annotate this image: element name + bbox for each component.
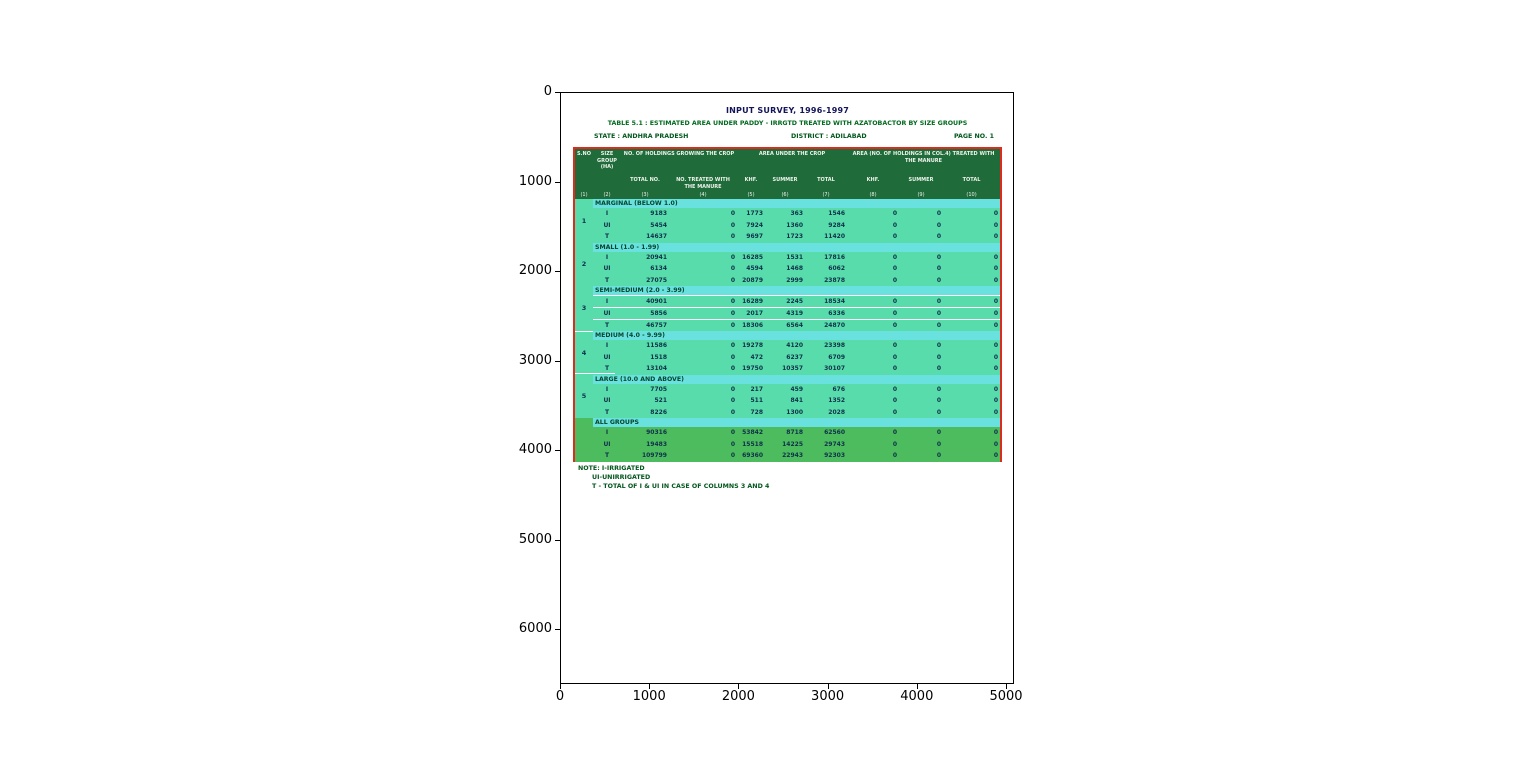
- data-row: [575, 352, 1000, 364]
- size-group-label: ALL GROUPS: [593, 418, 1000, 427]
- data-cell: 841: [765, 395, 805, 407]
- data-cell: 0: [669, 252, 737, 264]
- data-cell: 0: [899, 439, 943, 451]
- subheader-summer: SUMMER: [772, 177, 798, 183]
- row-type-label: T: [593, 363, 621, 375]
- size-group-number: 1: [575, 199, 593, 243]
- data-cell: 4319: [765, 308, 805, 320]
- data-cell: 0: [943, 220, 1000, 232]
- y-tick-mark: [555, 92, 560, 93]
- x-tick-label: 0: [555, 689, 565, 704]
- data-cell: 0: [943, 439, 1000, 451]
- data-cell: 5856: [621, 308, 669, 320]
- row-type-label: T: [593, 275, 621, 287]
- data-cell: 0: [669, 439, 737, 451]
- size-group-label-row: [575, 286, 1000, 296]
- scan-title: INPUT SURVEY, 1996-1997: [725, 106, 850, 115]
- data-cell: 23878: [805, 275, 847, 287]
- data-cell: 0: [943, 231, 1000, 243]
- data-cell: 0: [669, 263, 737, 275]
- size-group-number: [575, 418, 593, 462]
- data-cell: 0: [847, 450, 899, 462]
- survey-data-table: [573, 147, 1002, 462]
- scan-meta-line: [573, 133, 1002, 143]
- size-group-number: 4: [575, 331, 593, 375]
- x-tick-mark: [917, 684, 918, 689]
- data-cell: 0: [847, 407, 899, 419]
- data-cell: 0: [899, 208, 943, 220]
- x-tick-label: 5000: [989, 689, 1023, 704]
- data-cell: 19483: [621, 439, 669, 451]
- data-cell: 0: [899, 308, 943, 320]
- data-cell: 728: [737, 407, 765, 419]
- data-row: [575, 263, 1000, 275]
- data-cell: 0: [899, 340, 943, 352]
- data-cell: 4594: [737, 263, 765, 275]
- note-line: T - TOTAL OF I & UI IN CASE OF COLUMNS 3 AND 4: [592, 483, 770, 490]
- data-cell: 0: [669, 320, 737, 332]
- data-cell: 11586: [621, 340, 669, 352]
- data-cell: 0: [847, 384, 899, 396]
- data-cell: 6709: [805, 352, 847, 364]
- data-cell: 16289: [737, 296, 765, 308]
- data-cell: 0: [847, 275, 899, 287]
- data-cell: 0: [847, 439, 899, 451]
- data-cell: 511: [737, 395, 765, 407]
- colnum-2: (2): [603, 191, 611, 198]
- size-group-label-row: [575, 243, 1000, 252]
- table: [575, 149, 1000, 462]
- row-type-label: I: [593, 384, 621, 396]
- data-cell: 0: [943, 384, 1000, 396]
- data-cell: 46757: [621, 320, 669, 332]
- data-cell: 0: [669, 363, 737, 375]
- data-cell: 17816: [805, 252, 847, 264]
- data-cell: 0: [847, 263, 899, 275]
- data-cell: 0: [847, 363, 899, 375]
- data-cell: 9284: [805, 220, 847, 232]
- x-tick-label: 3000: [811, 689, 845, 704]
- data-cell: 2245: [765, 296, 805, 308]
- colnum-7: (7): [822, 191, 830, 198]
- row-type-label: UI: [593, 308, 621, 320]
- data-cell: 0: [899, 352, 943, 364]
- size-group-label: MEDIUM (4.0 - 9.99): [593, 331, 1000, 340]
- data-cell: 0: [899, 231, 943, 243]
- y-tick-label: 1000: [518, 173, 552, 189]
- header-sno: S.NO: [577, 151, 591, 157]
- data-cell: 0: [899, 427, 943, 439]
- data-cell: 7924: [737, 220, 765, 232]
- subheader-khf: KHF.: [744, 177, 758, 183]
- scan-artifact-line: [575, 373, 615, 374]
- data-cell: 0: [943, 427, 1000, 439]
- row-type-label: UI: [593, 439, 621, 451]
- data-cell: 10357: [765, 363, 805, 375]
- data-cell: 9697: [737, 231, 765, 243]
- data-cell: 363: [765, 208, 805, 220]
- row-type-label: I: [593, 252, 621, 264]
- y-tick-mark: [555, 540, 560, 541]
- x-tick-label: 1000: [632, 689, 666, 704]
- size-group-label: MARGINAL (BELOW 1.0): [593, 199, 1000, 208]
- data-cell: 0: [943, 395, 1000, 407]
- y-tick-mark: [555, 182, 560, 183]
- data-cell: 0: [943, 320, 1000, 332]
- data-cell: 1352: [805, 395, 847, 407]
- data-row: [575, 308, 1000, 320]
- data-cell: 0: [899, 220, 943, 232]
- y-tick-mark: [555, 450, 560, 451]
- data-cell: 30107: [805, 363, 847, 375]
- data-row: [575, 252, 1000, 264]
- data-cell: 472: [737, 352, 765, 364]
- data-row: [575, 427, 1000, 439]
- note-line: NOTE: I-IRRIGATED: [578, 465, 645, 472]
- row-type-label: UI: [593, 395, 621, 407]
- size-group-number: 2: [575, 243, 593, 287]
- size-group-label: SMALL (1.0 - 1.99): [593, 243, 1000, 252]
- data-cell: 6237: [765, 352, 805, 364]
- row-type-label: I: [593, 427, 621, 439]
- x-tick-label: 2000: [721, 689, 755, 704]
- data-cell: 0: [847, 352, 899, 364]
- data-cell: 1518: [621, 352, 669, 364]
- data-cell: 0: [943, 296, 1000, 308]
- data-row: [575, 231, 1000, 243]
- data-cell: 24870: [805, 320, 847, 332]
- note-line: UI-UNIRRIGATED: [592, 474, 651, 481]
- data-cell: 0: [899, 384, 943, 396]
- data-cell: 14637: [621, 231, 669, 243]
- data-cell: 0: [899, 363, 943, 375]
- row-type-label: T: [593, 407, 621, 419]
- size-group-label: SEMI-MEDIUM (2.0 - 3.99): [593, 286, 1000, 296]
- data-cell: 1360: [765, 220, 805, 232]
- data-cell: 0: [847, 395, 899, 407]
- data-cell: 13104: [621, 363, 669, 375]
- data-cell: 0: [669, 407, 737, 419]
- y-tick-mark: [555, 361, 560, 362]
- row-type-label: UI: [593, 352, 621, 364]
- y-tick-label: 3000: [518, 352, 552, 368]
- data-cell: 459: [765, 384, 805, 396]
- data-cell: 0: [669, 427, 737, 439]
- subheader-no-treated: NO. TREATED WITH THE MANURE: [676, 177, 730, 190]
- data-cell: 0: [899, 395, 943, 407]
- data-cell: 0: [943, 263, 1000, 275]
- data-cell: 0: [899, 407, 943, 419]
- data-cell: 19750: [737, 363, 765, 375]
- data-cell: 1300: [765, 407, 805, 419]
- data-cell: 1546: [805, 208, 847, 220]
- plot-axes: [560, 92, 1014, 684]
- data-cell: 92303: [805, 450, 847, 462]
- data-cell: 4120: [765, 340, 805, 352]
- data-cell: 6336: [805, 308, 847, 320]
- data-cell: 14225: [765, 439, 805, 451]
- row-type-label: I: [593, 340, 621, 352]
- data-cell: 2999: [765, 275, 805, 287]
- colnum-6: (6): [781, 191, 789, 198]
- data-row: [575, 439, 1000, 451]
- data-cell: 0: [847, 308, 899, 320]
- data-cell: 7705: [621, 384, 669, 396]
- data-cell: 521: [621, 395, 669, 407]
- data-cell: 0: [899, 320, 943, 332]
- scan-subtitle: TABLE 5.1 : ESTIMATED AREA UNDER PADDY - IRRGTD TREATED WITH AZATOBACTOR BY SIZE GROUPS: [607, 120, 968, 127]
- data-cell: 0: [669, 384, 737, 396]
- data-cell: 0: [669, 208, 737, 220]
- data-cell: 16285: [737, 252, 765, 264]
- data-cell: 9183: [621, 208, 669, 220]
- data-cell: 40901: [621, 296, 669, 308]
- page-number-label: PAGE NO. 1: [953, 133, 994, 140]
- colnum-3: (3): [641, 191, 649, 198]
- data-cell: 22943: [765, 450, 805, 462]
- y-tick-label: 2000: [518, 263, 552, 278]
- data-row: [575, 275, 1000, 287]
- header-size-group: SIZE GROUP (HA): [597, 151, 617, 170]
- data-cell: 0: [847, 427, 899, 439]
- y-tick-mark: [555, 629, 560, 630]
- data-cell: 2017: [737, 308, 765, 320]
- data-cell: 109799: [621, 450, 669, 462]
- data-cell: 0: [943, 252, 1000, 264]
- data-cell: 0: [943, 208, 1000, 220]
- data-cell: 20941: [621, 252, 669, 264]
- data-cell: 0: [847, 296, 899, 308]
- colnum-5: (5): [747, 191, 755, 198]
- row-type-label: T: [593, 231, 621, 243]
- data-cell: 0: [899, 252, 943, 264]
- data-cell: 0: [899, 296, 943, 308]
- data-cell: 6062: [805, 263, 847, 275]
- data-cell: 0: [669, 231, 737, 243]
- data-cell: 0: [943, 407, 1000, 419]
- x-tick-mark: [649, 684, 650, 689]
- x-tick-mark: [828, 684, 829, 689]
- data-cell: 0: [899, 450, 943, 462]
- y-tick-label: 6000: [518, 621, 552, 636]
- size-group-label-row: [575, 418, 1000, 427]
- size-group-number: 3: [575, 286, 593, 331]
- data-cell: 11420: [805, 231, 847, 243]
- data-cell: 0: [943, 363, 1000, 375]
- y-tick-label: 0: [543, 84, 552, 99]
- data-cell: 23398: [805, 340, 847, 352]
- data-cell: 676: [805, 384, 847, 396]
- data-cell: 0: [847, 252, 899, 264]
- subheader-total-2: TOTAL: [962, 177, 981, 183]
- district-label: DISTRICT : ADILABAD: [791, 133, 867, 140]
- y-tick-mark: [555, 271, 560, 272]
- row-type-label: I: [593, 296, 621, 308]
- data-cell: 1468: [765, 263, 805, 275]
- data-row: [575, 450, 1000, 462]
- table-body: [575, 199, 1000, 462]
- data-cell: 27075: [621, 275, 669, 287]
- data-cell: 18306: [737, 320, 765, 332]
- data-cell: 0: [669, 395, 737, 407]
- data-row: [575, 208, 1000, 220]
- data-cell: 53842: [737, 427, 765, 439]
- data-cell: 0: [847, 340, 899, 352]
- x-tick-label: 4000: [900, 689, 934, 704]
- data-cell: 0: [899, 275, 943, 287]
- y-tick-label: 4000: [518, 442, 552, 457]
- data-cell: 0: [669, 296, 737, 308]
- data-cell: 69360: [737, 450, 765, 462]
- colnum-9: (9): [917, 191, 925, 198]
- data-row: [575, 407, 1000, 419]
- data-cell: 6564: [765, 320, 805, 332]
- data-cell: 62560: [805, 427, 847, 439]
- data-cell: 1773: [737, 208, 765, 220]
- row-type-label: I: [593, 208, 621, 220]
- scanned-table-image: [561, 93, 1015, 685]
- data-cell: 1531: [765, 252, 805, 264]
- subheader-total-no: TOTAL NO.: [630, 177, 660, 183]
- data-cell: 20879: [737, 275, 765, 287]
- size-group-label-row: [575, 331, 1000, 340]
- note-block: [578, 464, 769, 491]
- data-cell: 18534: [805, 296, 847, 308]
- size-group-label-row: [575, 375, 1000, 384]
- x-tick-mark: [560, 684, 561, 689]
- colnum-1: (1): [580, 191, 588, 198]
- data-row: [575, 340, 1000, 352]
- data-cell: 0: [669, 352, 737, 364]
- subheader-summer-2: SUMMER: [908, 177, 934, 183]
- data-cell: 0: [669, 220, 737, 232]
- state-label: STATE : ANDHRA PRADESH: [594, 133, 689, 140]
- data-cell: 5454: [621, 220, 669, 232]
- colnum-4: (4): [699, 191, 707, 198]
- data-cell: 19278: [737, 340, 765, 352]
- size-group-number: 5: [575, 375, 593, 419]
- header-treated-group: AREA (NO. OF HOLDINGS IN COL.4) TREATED WITH THE MANURE: [852, 151, 995, 164]
- data-cell: 8226: [621, 407, 669, 419]
- data-row: [575, 220, 1000, 232]
- y-tick-label: 5000: [518, 531, 552, 547]
- data-cell: 0: [943, 352, 1000, 364]
- header-holdings-group: NO. OF HOLDINGS GROWING THE CROP: [623, 151, 735, 157]
- subheader-total: TOTAL: [817, 177, 835, 183]
- data-cell: 0: [847, 220, 899, 232]
- row-type-label: UI: [593, 220, 621, 232]
- subheader-khf-2: KHF.: [866, 177, 880, 183]
- data-cell: 1723: [765, 231, 805, 243]
- row-type-label: T: [593, 320, 621, 332]
- data-cell: 0: [669, 340, 737, 352]
- data-cell: 90316: [621, 427, 669, 439]
- data-row: [575, 395, 1000, 407]
- data-row: [575, 296, 1000, 308]
- table-header: [575, 149, 1000, 199]
- data-row: [575, 384, 1000, 396]
- data-cell: 0: [943, 450, 1000, 462]
- colnum-8: (8): [869, 191, 877, 198]
- data-row: [575, 320, 1000, 332]
- data-cell: 217: [737, 384, 765, 396]
- data-cell: 0: [943, 308, 1000, 320]
- colnum-10: (10): [966, 191, 977, 198]
- data-cell: 0: [899, 263, 943, 275]
- data-cell: 0: [669, 275, 737, 287]
- data-cell: 0: [847, 208, 899, 220]
- data-row: [575, 363, 1000, 375]
- data-cell: 15518: [737, 439, 765, 451]
- x-tick-mark: [738, 684, 739, 689]
- data-cell: 29743: [805, 439, 847, 451]
- data-cell: 0: [847, 231, 899, 243]
- row-type-label: UI: [593, 263, 621, 275]
- data-cell: 0: [943, 275, 1000, 287]
- data-cell: 0: [669, 450, 737, 462]
- size-group-label: LARGE (10.0 AND ABOVE): [593, 375, 1000, 384]
- data-cell: 8718: [765, 427, 805, 439]
- data-cell: 6134: [621, 263, 669, 275]
- data-cell: 0: [847, 320, 899, 332]
- x-tick-mark: [1006, 684, 1007, 689]
- data-cell: 2028: [805, 407, 847, 419]
- header-area-group: AREA UNDER THE CROP: [758, 151, 826, 157]
- data-cell: 0: [943, 340, 1000, 352]
- size-group-label-row: [575, 199, 1000, 208]
- data-cell: 0: [669, 308, 737, 320]
- row-type-label: T: [593, 450, 621, 462]
